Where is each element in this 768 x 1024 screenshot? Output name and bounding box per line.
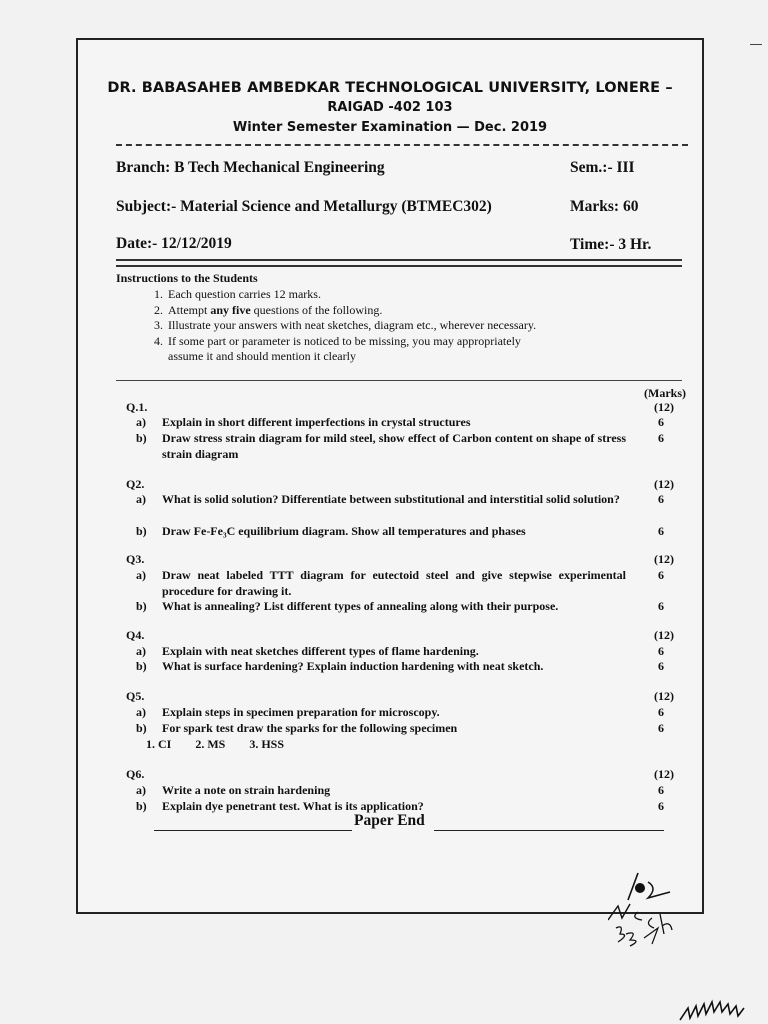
instruction-item: 1. Each question carries 12 marks. (154, 287, 321, 301)
semester: Sem.:- III (570, 159, 635, 176)
total-marks: Marks: 60 (570, 198, 639, 215)
paper-end-label: Paper End (354, 812, 425, 829)
exam-duration: Time:- 3 Hr. (570, 236, 652, 253)
exam-title: Winter Semester Examination — Dec. 2019 (232, 120, 548, 135)
question-marks: (12) (654, 477, 674, 491)
section-divider (116, 380, 682, 381)
question-marks: (12) (654, 552, 674, 566)
dashed-divider (116, 144, 688, 146)
exam-paper: DR. BABASAHEB AMBEDKAR TECHNOLOGICAL UNIVERSITY, LONERE – RAIGAD -402 103 Winter Semester Examination — Dec. 2019 Branch: B Tech Mechanical Engineering Sem.:- III Subject:- Material Science and Metallurgy (BTMEC302) Marks: 60 Date:- 12/12/2019 Time:- 3 Hr. Instructions to the Students 1. Each question carries 12 marks. 2. Attempt any five questions of the following. 3. Illustrate your answers with neat sketches, diagram etc., wherever necessary. 4. If some part or parameter is noticed to be missing, you may appropriately assume it and should mention it clearly (Marks) Q.1. (12) a) Explain in short different imperfections in crystal structures 6 b) Draw stress strain diagram for mild steel, show effect of Carbon content on shape of stress strain diagram 6 Q2. (12) a) What is solid solution? Differentiate between substitutional and interstitial solid solution? 6 b) Draw Fe-Fe₃C equilibrium diagram. Show all temperatures and phases 6 Q3. (12) a) Draw neat labeled TTT diagram for eutectoid steel and give stepwise experimental procedure for drawing it. 6 b) What is annealing? List different types of annealing along with their purpose. 6 Q4. (12) a) Explain with neat sketches different types of flame hardening. 6 b) What is surface hardening? Explain induction hardening with neat sketch. 6 Q5. (12) a) Explain steps in specimen preparation for microscopy. 6 b) For spark test draw the sparks for the following specimen 6 1. CI 2. MS 3. HSS Q6. (12) a) Write a note on strain hardening 6 b) Explain dye penetrant test. What is its application? 6 Paper End (76, 38, 704, 914)
question-marks: (12) (654, 689, 674, 703)
instructions-list (154, 287, 536, 365)
end-rule-left (154, 830, 352, 831)
page-edge-mark (750, 44, 762, 45)
question-number: Q6. (126, 767, 145, 781)
instruction-item: 4. If some part or parameter is noticed to be missing, you may appropriately assume it and should mention it clearly (154, 333, 521, 363)
scribble-mark (678, 996, 748, 1024)
instructions-title: Instructions to the Students (116, 271, 258, 285)
marks-column-header: (Marks) (644, 386, 686, 400)
question-number: Q.1. (126, 400, 148, 414)
instruction-item: 3. Illustrate your answers with neat sketches, diagram etc., wherever necessary. (154, 318, 537, 332)
question-marks: (12) (654, 400, 674, 414)
end-rule-right (434, 830, 664, 831)
double-divider (116, 259, 682, 267)
subject: Subject:- Material Science and Metallurgy (BTMEC302) (116, 198, 492, 215)
exam-date: Date:- 12/12/2019 (116, 235, 232, 252)
question-marks: (12) (654, 767, 674, 781)
university-address: RAIGAD -402 103 (327, 100, 453, 115)
question-marks: (12) (654, 628, 674, 642)
question-number: Q5. (126, 689, 145, 703)
branch: Branch: B Tech Mechanical Engineering (116, 159, 385, 176)
handwritten-annotation (608, 868, 718, 948)
university-name: DR. BABASAHEB AMBEDKAR TECHNOLOGICAL UNIVERSITY, LONERE – (107, 80, 673, 96)
question-number: Q3. (126, 552, 145, 566)
question-number: Q4. (126, 628, 145, 642)
question-number: Q2. (126, 477, 145, 491)
instruction-item: 2. Attempt any five questions of the following. (154, 302, 383, 317)
